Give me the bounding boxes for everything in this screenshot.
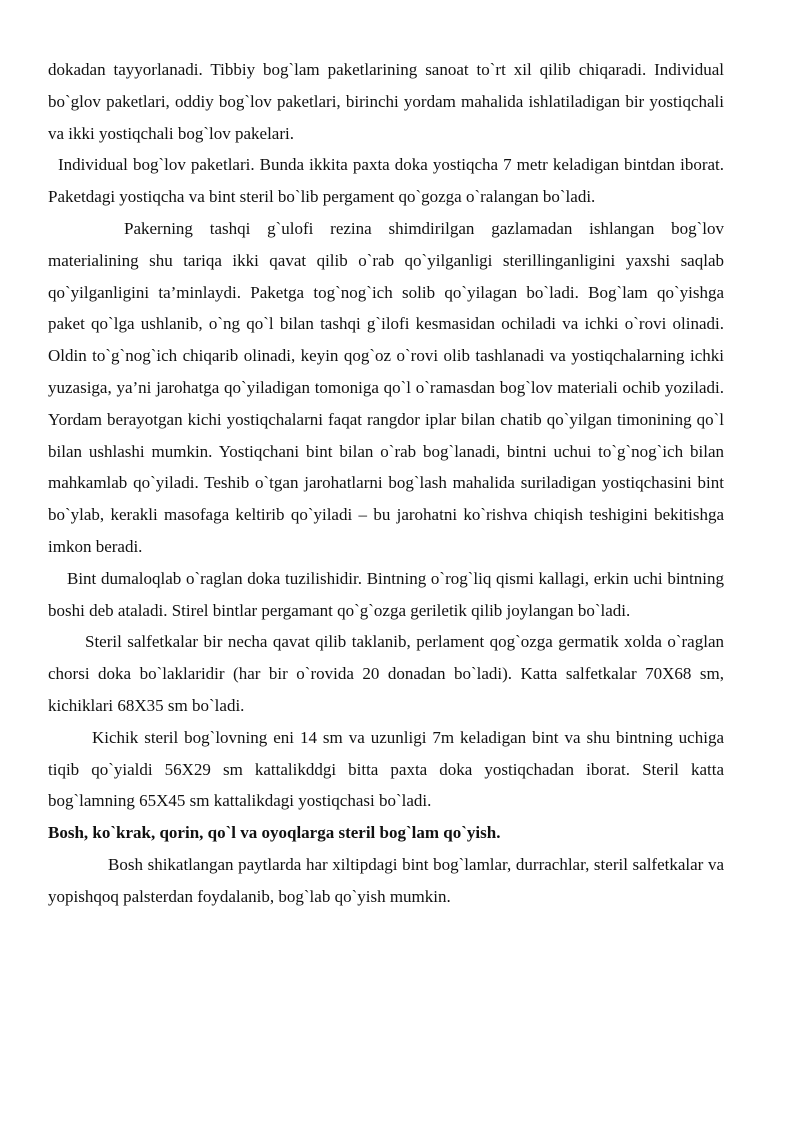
section-heading: Bosh, ko`krak, qorin, qo`l va oyoqlarga steril bog`lam qo`yish. (48, 823, 501, 843)
paragraph-4: Bint dumaloqlab o`raglan doka tuzilishidir. Bintning o`rog`liq qismi kallagi, erkin uchi bintning boshi deb ataladi. Stirel bintlar pergamant qo`g`ozga geriletik qilib joylangan bo`ladi. (48, 568, 724, 620)
closing-paragraph: Bosh shikatlangan paytlarda har xiltipdagi bint bog`lamlar, durrachlar, steril salfetkalar va yopishqoq palsterdan foydalanib, bog`lab qo`yish mumkin. (48, 854, 724, 906)
paragraph-6: Kichik steril bog`lovning eni 14 sm va uzunligi 7m keladigan bint va shu bintning uchiga tiqib qo`yialdi 56X29 sm kattalikddgi bitta paxta doka yostiqchadan iborat. Steril katta bog`lamning 65X45 sm kattalikdagi yostiqchasi bo`ladi. (48, 727, 724, 811)
paragraph-3: Pakerning tashqi g`ulofi rezina shimdirilgan gazlamadan ishlangan bog`lov materialining shu tariqa ikki qavat qilib o`rab qo`yilganligi sterillinganligini yaxshi saqlab qo`yilganligini ta’minlaydi. Paketga tog`nog`ich solib qo`yilagan bo`ladi. Bog`lam qo`yishga paket qo`lga ushlanib, o`ng qo`l bilan tashqi g`ilofi kesmasidan ochiladi va ichki o`rovi olinadi. Oldin to`g`nog`ich chiqarib olinadi, keyin qog`oz o`rovi olib tashlanadi va yostiqchalarning ichki yuzasiga, ya’ni jarohatga qo`yiladigan tomoniga qo`l o`ramasdan bog`lov materiali ochib yoziladi. Yordam berayotgan kichi yostiqchalarni faqat rangdor iplar bilan chatib qo`yilgan timonining qo`l bilan ushlashi mumkin. Yostiqchani bint bilan o`rab bog`lanadi, bintni uchui to`g`nog`ich bilan mahkamlab qo`yiladi. Teshib o`tgan jarohatlarni bog`lash mahalida suriladigan yostiqchasini bint bo`ylab, kerakli masofaga keltirib qo`yiladi – bu jarohatni ko`rishva chiqish teshigini bekitishga imkon beradi. (48, 218, 724, 556)
paragraph-1: dokadan tayyorlanadi. Tibbiy bog`lam paketlarining sanoat to`rt xil qilib chiqaradi. Individual bo`glov paketlari, oddiy bog`lov paketlari, birinchi yordam mahalida ishlatiladigan bir yostiqchali va ikki yostiqchali bog`lov pakelari. (48, 60, 724, 143)
document-page (48, 54, 724, 913)
paragraph-2: Individual bog`lov paketlari. Bunda ikkita paxta doka yostiqcha 7 metr keladigan bintdan iborat. Paketdagi yostiqcha va bint steril bo`lib pergament qo`gozga o`ralangan bo`ladi. (48, 155, 724, 207)
paragraph-5: Steril salfetkalar bir necha qavat qilib taklanib, perlament qog`ozga germatik xolda o`raglan chorsi doka bo`laklaridir (har bir o`rovida 20 donadan bo`ladi). Katta salfetkalar 70X68 sm, kichiklari 68X35 sm bo`ladi. (48, 632, 724, 715)
